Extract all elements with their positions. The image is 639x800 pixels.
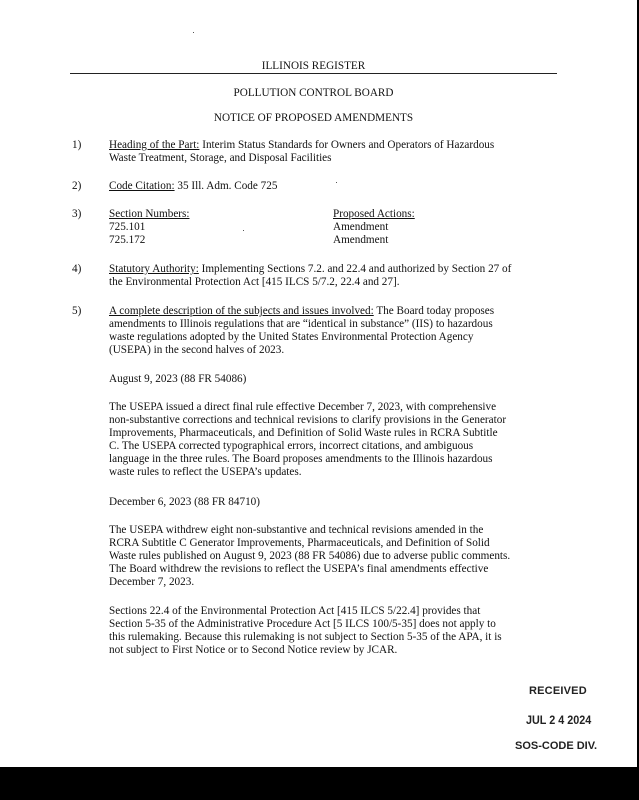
item-4-line-2: the Environmental Protection Act [415 ILCS 5/7.2, 22.4 and 27]. [109,276,400,288]
scan-speck [336,182,337,183]
aug-line: language in the three rules. The Board proposes amendments to the Illinois hazardous [109,453,493,465]
item-5-text: The Board today proposes [376,305,495,317]
dec-line: RCRA Subtitle C Generator Improvements, Pharmaceuticals, and Definition of Solid [109,537,490,549]
item-1-line-1 [109,139,494,152]
received-division: SOS-CODE DIV. [515,740,598,752]
item-2-line [109,180,277,193]
aug-line: non-substantive corrections and technical revisions to clarify provisions in the Generator [109,414,507,426]
final-line: Section 5-35 of the Administrative Procedure Act [5 ILCS 100/5-35] does not apply to [109,618,496,630]
aug-line: The USEPA issued a direct final rule effective December 7, 2023, with comprehensive [109,401,497,413]
aug-line: waste rules to reflect the USEPA’s updates. [109,466,302,478]
notice-title: NOTICE OF PROPOSED AMENDMENTS [213,112,414,124]
section-numbers-header: Section Numbers: [109,208,190,220]
item-5-line: (USEPA) in the second halves of 2023. [109,344,285,356]
final-line: not subject to First Notice or to Second Notice review by JCAR. [109,644,398,656]
item-5-label: A complete description of the subjects and issues involved: [109,305,374,317]
table-row-section: 725.101 [109,221,146,233]
item-4-line-1 [109,263,511,276]
item-2-number: 2) [72,180,82,192]
aug-line: C. The USEPA corrected typographical errors, incorrect citations, and ambiguous [109,440,474,452]
final-line: this rulemaking. Because this rulemaking is not subject to Section 5-35 of the APA, it is [109,631,502,643]
item-1-number: 1) [72,139,82,151]
item-5-number: 5) [72,305,82,317]
agency-title: POLLUTION CONTROL BOARD [233,87,394,99]
aug-line: Improvements, Pharmaceuticals, and Definition of Solid Waste rules in RCRA Subtitle [109,427,498,439]
aug-heading: August 9, 2023 (88 FR 54086) [109,373,247,385]
received-date: JUL 2 4 2024 [526,713,592,727]
item-1-line-2: Waste Treatment, Storage, and Disposal Facilities [109,152,332,164]
item-4-text: Implementing Sections 7.2. and 22.4 and authorized by Section 27 of [201,263,512,275]
item-4-number: 4) [72,263,82,275]
item-3-number: 3) [72,208,82,220]
dec-line: Waste rules published on August 9, 2023 (88 FR 54086) due to adverse public comments. [109,550,511,562]
item-5-line: amendments to Illinois regulations that are “identical in substance” (IIS) to hazardous [109,318,493,330]
dec-line: The USEPA withdrew eight non-substantive and technical revisions amended in the [109,524,484,536]
dec-line: The Board withdrew the revisions to reflect the USEPA’s final amendments effective [109,563,489,575]
dec-line: December 7, 2023. [109,576,195,588]
item-2-text: 35 Ill. Adm. Code 725 [177,180,278,192]
dec-heading: December 6, 2023 (88 FR 84710) [109,496,261,508]
item-5-line: waste regulations adopted by the United States Environmental Protection Agency [109,331,474,343]
item-1-text: Interim Status Standards for Owners and Operators of Hazardous [202,139,495,151]
proposed-actions-header: Proposed Actions: [333,208,415,220]
item-4-label: Statutory Authority: [109,263,199,275]
table-row-section: 725.172 [109,234,146,246]
header-rule [70,73,557,74]
item-5-line-1 [109,305,494,318]
final-line: Sections 22.4 of the Environmental Protection Act [415 ILCS 5/22.4] provides that [109,605,481,617]
table-row-action: Amendment [333,221,389,233]
item-2-label: Code Citation: [109,180,175,192]
scan-speck [243,230,244,231]
table-row-action: Amendment [333,234,389,246]
scan-speck [193,32,194,33]
received-stamp: RECEIVED [529,685,587,697]
register-title: ILLINOIS REGISTER [261,60,366,72]
item-1-label: Heading of the Part: [109,139,200,151]
